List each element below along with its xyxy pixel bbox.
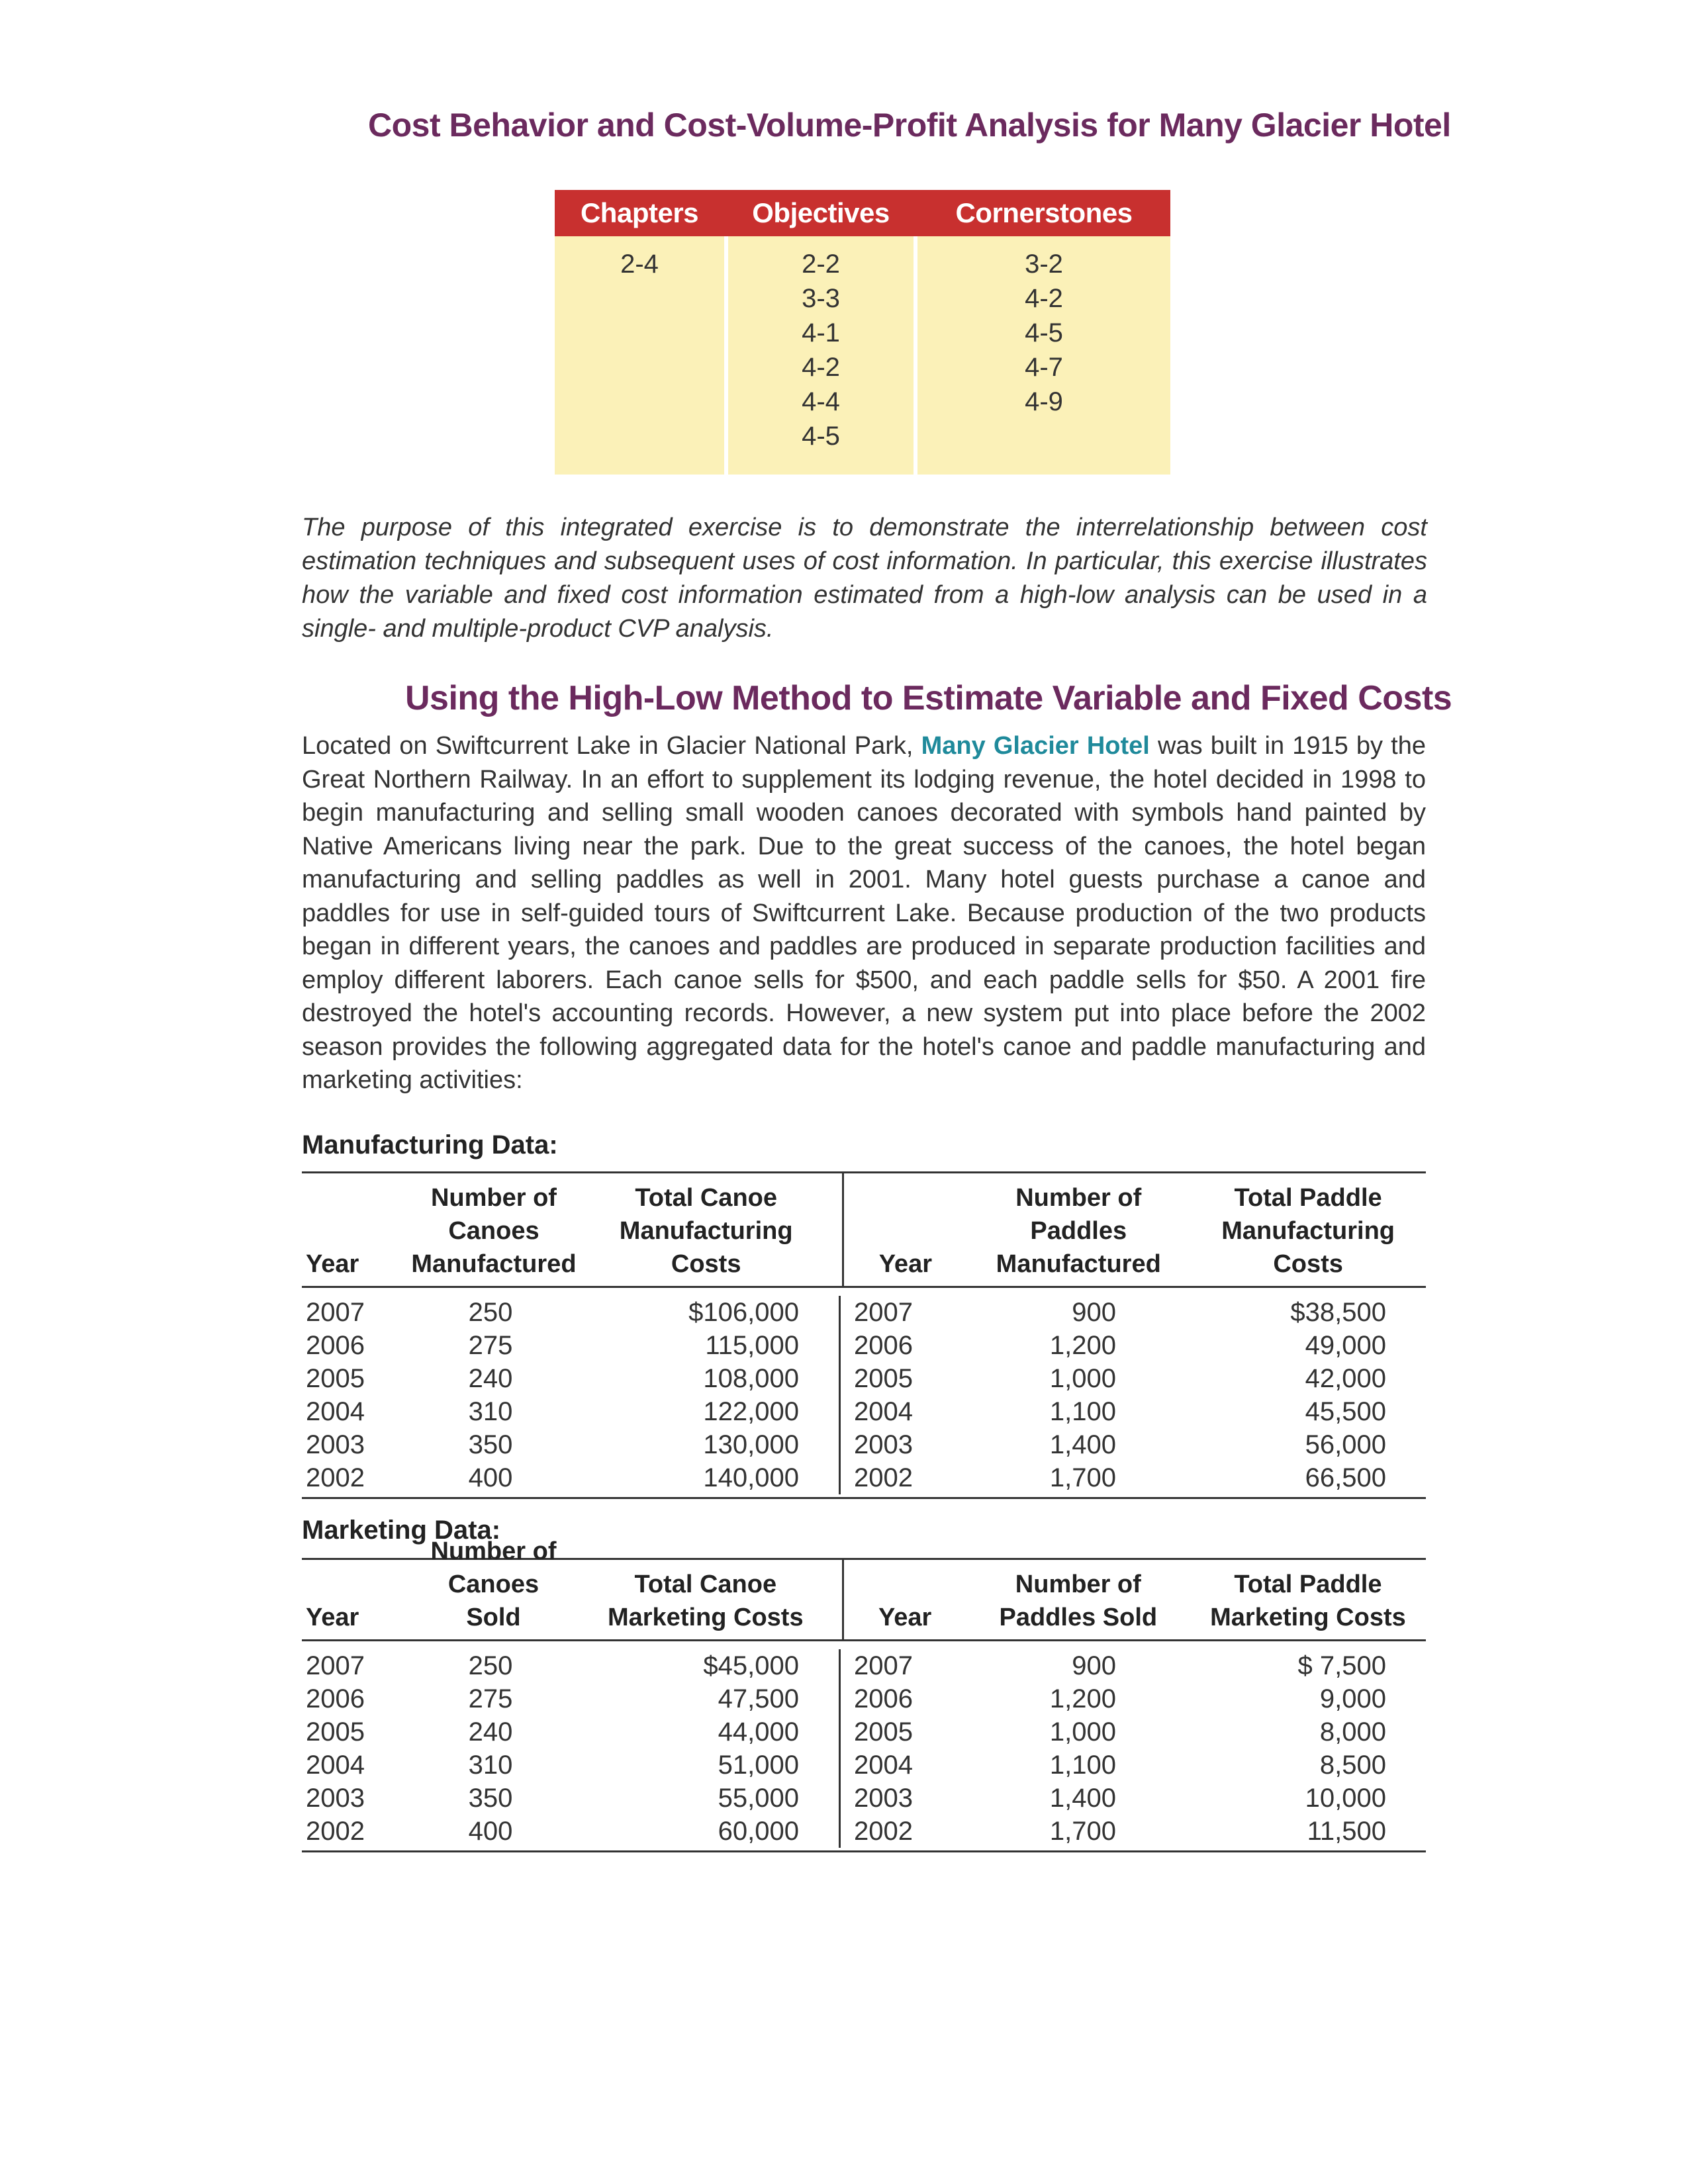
mfg-years: 2007 2006 2005 2004 2003 2002 (306, 1298, 365, 1492)
mfg-paddles: 900 1,200 1,000 1,100 1,400 1,700 (1049, 1298, 1116, 1492)
mfg-header-year: Year (306, 1250, 359, 1278)
reference-table (555, 190, 1170, 476)
mkt-header-paddles: Number of Paddles Sold (999, 1570, 1158, 1631)
header-chapters: Chapters (555, 190, 724, 236)
mkt-paddles: 900 1,200 1,000 1,100 1,400 1,700 (1049, 1651, 1116, 1846)
header-objectives: Objectives (728, 190, 914, 236)
header-cornerstones: Cornerstones (917, 190, 1170, 236)
mfg-years2: 2007 2006 2005 2004 2003 2002 (854, 1298, 913, 1492)
mfg-header-canoes: Number of Canoes Manufactured (411, 1184, 577, 1278)
hotel-name-link[interactable]: Many Glacier Hotel (921, 732, 1150, 760)
objectives-values: 2-2 3-3 4-1 4-2 4-4 4-5 (802, 250, 840, 451)
intro-paragraph: The purpose of this integrated exercise is to demonstrate the interrelationship between cost estimation techniques and subsequent uses of cost information. In particular, this exercise illustrates how the variable and fixed cost information estimated from a high-low analysis can be used in a single- and multiple-product CVP analysis. (302, 514, 1427, 643)
mfg-canoes: 250 275 240 310 350 400 (468, 1298, 513, 1492)
marketing-table (302, 1537, 1426, 1852)
mkt-header-year: Year (306, 1604, 359, 1631)
marketing-label: Marketing Data: (302, 1516, 501, 1545)
chapters-values: 2-4 (620, 250, 659, 279)
mkt-canoe-costs: $45,000 47,500 44,000 51,000 55,000 60,000 (567, 1649, 841, 1848)
mkt-canoes: 250 275 240 310 350 400 (468, 1651, 513, 1846)
mfg-header-canoe-costs: Total Canoe Manufacturing Costs (570, 1173, 844, 1286)
mkt-header-paddle-costs: Total Paddle Marketing Costs (1210, 1570, 1406, 1631)
body-text-before: Located on Swiftcurrent Lake in Glacier National Park, (302, 732, 921, 760)
mkt-paddle-costs: $ 7,500 9,000 8,000 8,500 10,000 11,500 (1297, 1651, 1386, 1846)
body-paragraph (302, 729, 1426, 1097)
mkt-header-canoes: Number of Canoes Sold (430, 1537, 557, 1631)
section-heading: Using the High-Low Method to Estimate Variable and Fixed Costs (405, 679, 1452, 717)
manufacturing-table (302, 1171, 1426, 1499)
mfg-paddle-costs: $38,500 49,000 42,000 45,500 56,000 66,500 (1290, 1298, 1386, 1492)
mfg-header-year2: Year (878, 1250, 932, 1278)
manufacturing-label: Manufacturing Data: (302, 1130, 558, 1160)
mkt-years: 2007 2006 2005 2004 2003 2002 (306, 1651, 365, 1846)
mfg-header-paddle-costs: Total Paddle Manufacturing Costs (1221, 1184, 1395, 1278)
mfg-header-paddles: Number of Paddles Manufactured (996, 1184, 1161, 1278)
mfg-canoe-costs: $106,000 115,000 108,000 122,000 130,000 140,000 (567, 1296, 841, 1494)
body-text-after: was built in 1915 by the Great Northern Railway. In an effort to supplement its lodging revenue, the hotel decided in 1998 to begin manufacturing and selling small wooden canoes decorated with symbols hand painted by Native Americans living near the park. Due to the great success of the canoes, the hotel began manufacturing and selling paddles as well in 2001. Many hotel guests purchase a canoe and paddles for use in self-guided tours of Swiftcurrent Lake. Because production of the two products began in different years, the canoes and paddles are produced in separate production facilities and employ different laborers. Each canoe sells for $500, and each paddle sells for $50. A 2001 fire destroyed the hotel's accounting records. However, a new system put into place before the 2002 season provides the following aggregated data for the hotel's canoe and paddle manufacturing and marketing activities: (302, 732, 1426, 1094)
page-title: Cost Behavior and Cost-Volume-Profit Analysis for Many Glacier Hotel (368, 107, 1451, 144)
cornerstones-values: 3-2 4-2 4-5 4-7 4-9 (1025, 250, 1063, 416)
mkt-header-year2: Year (878, 1604, 932, 1631)
mkt-header-canoe-costs: Total Canoe Marketing Costs (569, 1560, 844, 1639)
mkt-years2: 2007 2006 2005 2004 2003 2002 (854, 1651, 913, 1846)
